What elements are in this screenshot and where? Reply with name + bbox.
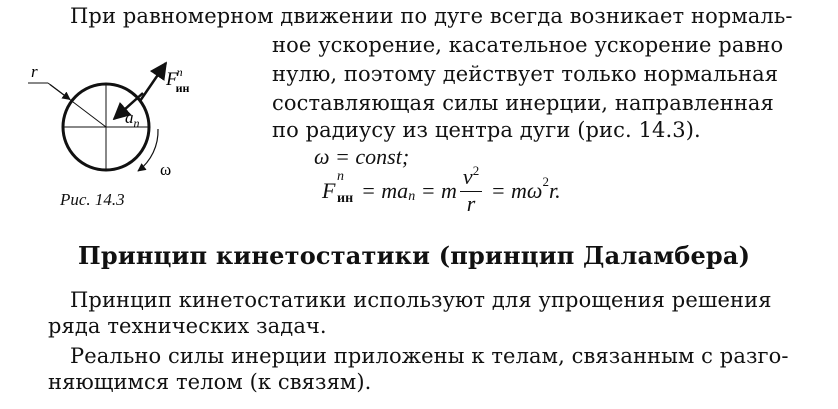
inertia-force-arrow [140, 63, 166, 101]
eq-part1: = ma [355, 178, 409, 203]
eq-part3: = mω [485, 178, 543, 203]
para2-line1: Принцип кинетостатики используют для упрощения решения [70, 288, 772, 312]
eq-F: F [322, 178, 336, 203]
eq-part3-sup: 2 [542, 174, 549, 189]
frac-num: v [462, 164, 473, 189]
para1-line4: составляющая силы инерции, направленная [272, 91, 774, 115]
eq-fraction [460, 163, 482, 216]
label-omega: ω [160, 160, 172, 179]
equation-force [322, 163, 561, 216]
frac-den: r [466, 191, 476, 216]
para3-line1: Реально силы инерции приложены к телам, связанным с разго- [70, 344, 789, 368]
para1-line5: по радиусу из центра дуги (рис. 14.3). [272, 118, 701, 142]
label-F: Fn ин [166, 65, 190, 95]
eq-part1-sub: n [408, 189, 416, 204]
radius-arrow [50, 85, 70, 100]
para1-line3: нулю, поэтому действует только нормальная [272, 62, 779, 86]
para3-line2: няющимся телом (к связям). [48, 370, 372, 394]
label-r: r [31, 62, 38, 81]
frac-num-sup: 2 [472, 163, 480, 178]
eq-F-sub: ин [337, 191, 354, 206]
para1-line2: ное ускорение, касательное ускорение равно [272, 33, 784, 57]
para1-line1: При равномерном движении по дуге всегда возникает нормаль- [70, 4, 793, 28]
figure-14-3 [20, 55, 220, 190]
eq-F-sup: n [337, 169, 344, 184]
eq-part2: = m [415, 178, 457, 203]
figure-caption: Рис. 14.3 [60, 190, 125, 209]
label-a: $a_n$ [125, 108, 140, 130]
equation-omega: ω = const; [314, 144, 410, 169]
para2-line2: ряда технических задач. [48, 314, 327, 338]
section-title: Принцип кинетостатики (принцип Даламбера) [78, 241, 751, 270]
eq-part3-tail: r. [548, 178, 561, 203]
